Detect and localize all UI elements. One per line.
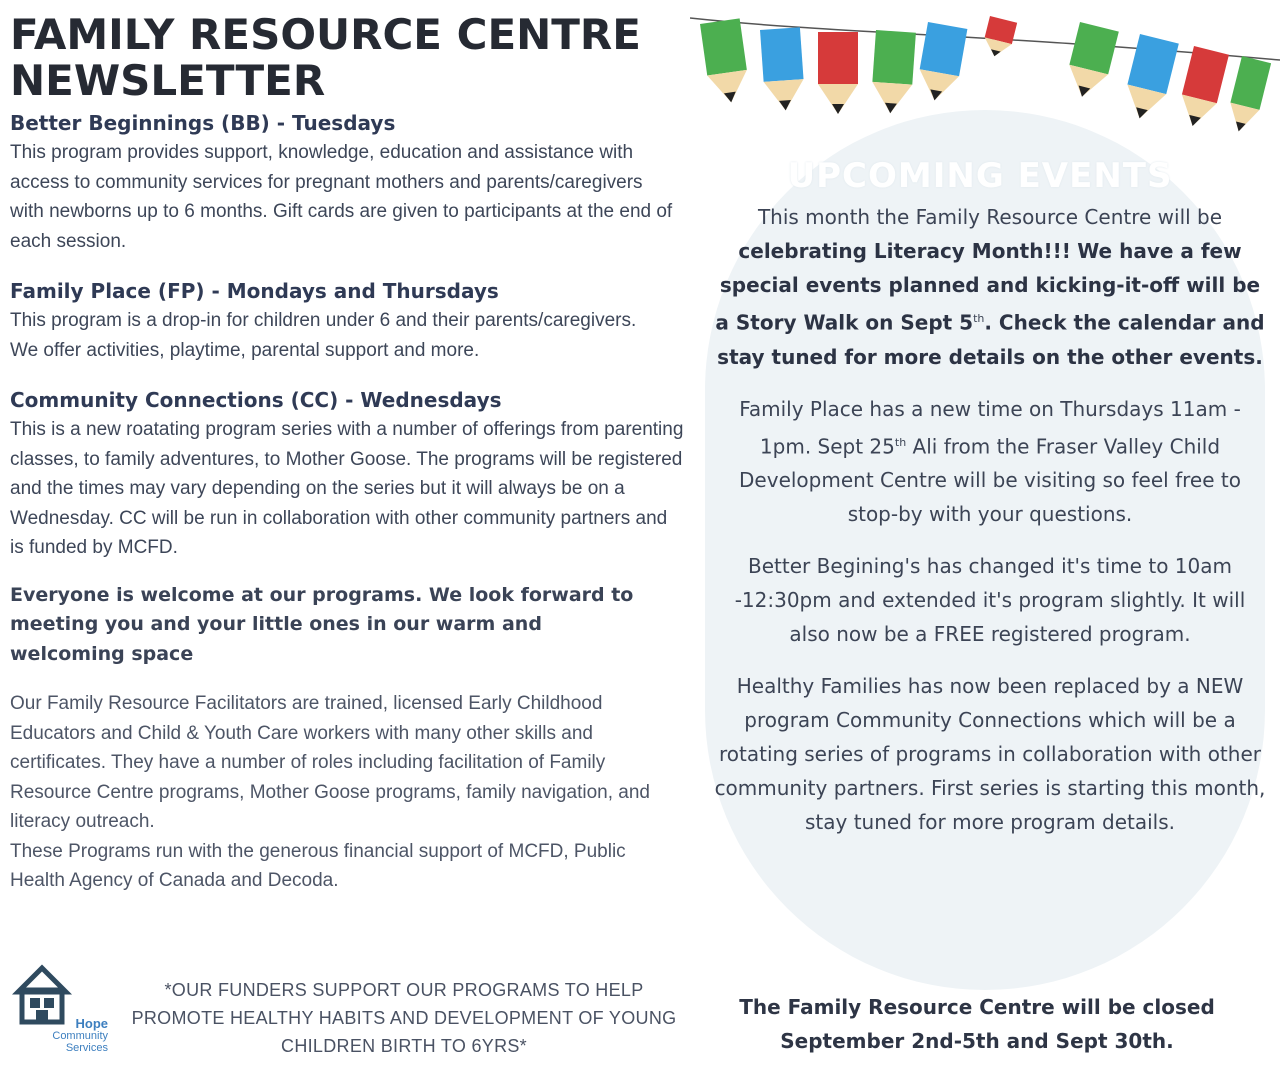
fp-superscript: th (894, 435, 907, 449)
program-better-beginnings (10, 110, 690, 256)
program-description: This program provides support, knowledge, education and assistance with access to community services for pregnant mothers and parents/caregivers with newborns up to 6 months. Gift cards are given to participants at the end of each session. (10, 142, 673, 252)
funding-text: These Programs run with the generous financial support of MCFD, Public Health Agency of Canada and Decoda. (10, 840, 626, 891)
better-beginnings-update: Better Begining's has changed it's time to 10am -12:30pm and extended it's program slightly. It will also now be a FREE registered program. (734, 554, 1246, 647)
closure-notice: The Family Resource Centre will be closed September 2nd-5th and Sept 30th. (739, 995, 1215, 1053)
program-family-place (10, 278, 690, 365)
fp-part-b: Ali from the Fraser Valley Child Development Centre will be visiting so feel free to stop-by with your questions. (739, 434, 1241, 527)
program-community-connections (10, 387, 690, 563)
healthy-families-update: Healthy Families has now been replaced by a NEW program Community Connections which will be a rotating series of programs in collaboration with other community partners. First series is starting this month, stay tuned for more program details. (714, 674, 1266, 835)
title-line-1: FAMILY RESOURCE CENTRE (10, 10, 641, 59)
facilitators-text: Our Family Resource Facilitators are trained, licensed Early Childhood Educators and Child & Youth Care workers with many other skills and certificates. They have a number of roles including facilitation of Family Resource Centre programs, Mother Goose programs, family navigation, and literacy outreach. (10, 693, 650, 832)
program-heading: Community Connections (CC) - Wednesdays (10, 388, 502, 412)
logo-line-3: Services (65, 1042, 108, 1054)
funders-note: *OUR FUNDERS SUPPORT OUR PROGRAMS TO HELP PROMOTE HEALTHY HABITS AND DEVELOPMENT OF YOUNG CHILDREN BIRTH TO 6YRS* (131, 980, 677, 1056)
program-description: This is a new roatating program series with a number of offerings from parenting classes, to family adventures, to Mother Goose. The programs will be registered and the times may vary depending on the series but it will always be on a Wednesday. CC will be run in collaboration with other community partners and is funded by MCFD. (10, 419, 684, 558)
welcome-message: Everyone is welcome at our programs. We look forward to meeting you and your little ones in our warm and welcoming space (10, 583, 634, 665)
fp-part-a: Family Place has a new time on Thursdays 11am - 1pm. Sept 25 (739, 396, 1241, 459)
intro-part-d: . Check the calendar and stay tuned for more details on the other events. (717, 310, 1265, 369)
intro-superscript: th (973, 312, 985, 325)
upcoming-events-title: UPCOMING EVENTS (787, 156, 1173, 196)
title-line-2: NEWSLETTER (10, 56, 326, 105)
program-description: This program is a drop-in for children under 6 and their parents/caregivers. We offer activities, playtime, parental support and more. (10, 310, 637, 361)
newsletter-title (10, 12, 690, 104)
intro-part-b: celebrating Literacy Month!!! (738, 239, 1071, 263)
program-heading: Family Place (FP) - Mondays and Thursdays (10, 279, 499, 303)
intro-part-c: We have a few special events planned and kicking-it-off will be a Story Walk on Sept 5 (715, 239, 1261, 335)
family-place-update (712, 392, 1268, 532)
program-heading: Better Beginnings (BB) - Tuesdays (10, 111, 396, 135)
pencil-bunting-icon (690, 0, 1280, 140)
intro-part-a: This month the Family Resource Centre will be (757, 205, 1223, 229)
logo-line-2: Community (52, 1030, 108, 1042)
logo-line-1: Hope (75, 1016, 108, 1031)
left-column (10, 12, 690, 896)
logo-text (26, 1018, 108, 1054)
literacy-month-text (712, 200, 1268, 374)
events-column (712, 200, 1268, 839)
